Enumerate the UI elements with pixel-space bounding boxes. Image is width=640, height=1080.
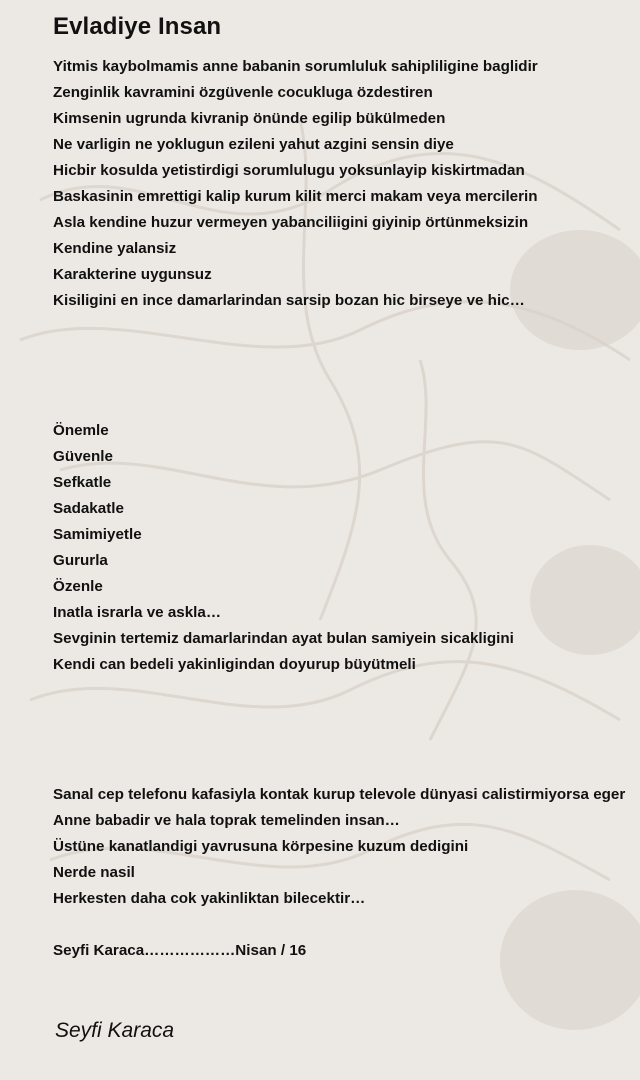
poem-line: Zenginlik kavramini özgüvenle cocukluga özdestiren bbox=[53, 84, 433, 101]
poem-line: Ne varligin ne yoklugun ezileni yahut azgini sensin diye bbox=[53, 136, 454, 153]
poem-line: Önemle bbox=[53, 422, 109, 439]
poem-line: Inatla israrla ve askla… bbox=[53, 604, 222, 621]
stanza-3 bbox=[53, 782, 633, 912]
poem-line: Samimiyetle bbox=[53, 526, 142, 543]
stanza-2 bbox=[53, 418, 633, 678]
poem-line: Kisiligini en ince damarlarindan sarsip bozan hic birseye ve hic… bbox=[53, 292, 525, 309]
poem-line: Baskasinin emrettigi kalip kurum kilit merci makam veya mercilerin bbox=[53, 188, 538, 205]
poem-line: Yitmis kaybolmamis anne babanin sorumluluk sahipliligine baglidir bbox=[53, 58, 538, 75]
stanza-gap bbox=[53, 912, 633, 938]
poem-line: Sefkatle bbox=[53, 474, 112, 491]
stanza-1 bbox=[53, 54, 633, 314]
poem-line: Nerde nasil bbox=[53, 864, 135, 881]
stanza-gap bbox=[53, 314, 633, 418]
poem-line: Kimsenin ugrunda kivranip önünde egilip bükülmeden bbox=[53, 110, 446, 127]
author-signature: Seyfi Karaca bbox=[55, 1019, 175, 1042]
poem-line: Hicbir kosulda yetistirdigi sorumlulugu yoksunlayip kiskirtmadan bbox=[53, 162, 525, 179]
poem-line: Özenle bbox=[53, 578, 103, 595]
poem-line: Gururla bbox=[53, 552, 108, 569]
poem-line: Sevginin tertemiz damarlarindan ayat bulan samiyein sicakligini bbox=[53, 630, 514, 647]
poem-line: Kendi can bedeli yakinligindan doyurup büyütmeli bbox=[53, 656, 416, 673]
poem-line: Asla kendine huzur vermeyen yabanciliigini giyinip örtünmeksizin bbox=[53, 214, 529, 231]
poem-line: Kendine yalansiz bbox=[53, 240, 177, 257]
poem-line: Güvenle bbox=[53, 448, 113, 465]
poem-line: Karakterine uygunsuz bbox=[53, 266, 212, 283]
stanza-gap bbox=[53, 678, 633, 782]
poem-signoff: Seyfi Karaca………………Nisan / 16 bbox=[53, 942, 307, 959]
poem-line: Üstüne kanatlandigi yavrusuna körpesine kuzum dedigini bbox=[53, 838, 469, 855]
poem-line: Sanal cep telefonu kafasiyla kontak kurup televole dünyasi calistirmiyorsa eger bbox=[53, 786, 626, 803]
poem-line: Herkesten daha cok yakinliktan bilecektir… bbox=[53, 890, 366, 907]
poem-title: Evladiye Insan bbox=[53, 13, 222, 40]
poem-line: Anne babadir ve hala toprak temelinden insan… bbox=[53, 812, 400, 829]
poem-line: Sadakatle bbox=[53, 500, 124, 517]
